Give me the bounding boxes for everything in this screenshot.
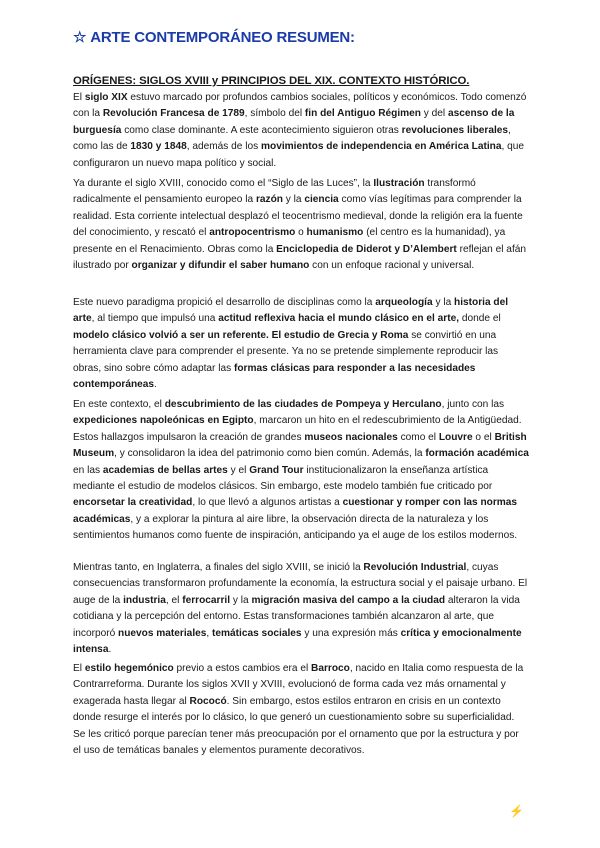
text-run: y la [230,594,252,606]
paragraph-3 [73,295,529,393]
bold-text: ascenso de la burguesía [73,108,515,136]
text-run: se convirtió en una herramienta clave para comprender el presente. Ya no se pretende simplemente reproducir las obras, sino sobre cómo adaptar las [73,329,499,374]
text-run: o el [472,431,495,443]
text-run: . [108,644,112,656]
bold-text: industria [123,594,166,606]
text-run: , junto con las [441,399,505,410]
bold-text: Revolución Industrial [363,562,467,573]
text-run: en las [73,464,103,476]
bold-text: Revolución Francesa de 1789 [102,108,245,120]
text-run: (el centro es la humanidad), ya presente en el Renacimiento. Obras como la [73,227,506,255]
text-run: , cuyas consecuencias transformaron profundamente la economía, la estructura social y el paisaje urbano. El auge de la [73,562,528,606]
bold-text: humanismo [306,227,364,239]
bold-text: Louvre [438,431,473,443]
paragraph-1 [73,90,529,172]
text-run: transformó radicalmente el pensamiento europeo la [73,178,476,206]
bold-text: razón [255,194,283,206]
bold-text: formación académica [425,448,529,460]
paragraph-5 [73,560,529,658]
bold-text: British Museum [73,431,527,460]
text-run: , que configuraron un nuevo mapa político y social. [73,141,524,169]
bold-text: crítica y emocionalmente intensa [73,627,522,656]
bold-text: temáticas sociales [212,627,302,639]
text-run: , lo que llevó a algunos artistas a [192,497,343,509]
bold-text: 1830 y 1848 [130,141,187,153]
text-run: y una expresión más [301,627,401,639]
text-run: y del [420,108,448,120]
text-run: institucionalizaron la enseñanza artística mediante el estudio de modelos clásicos. Sin embargo, este modelo también fue criticado por [73,464,493,493]
bold-text: siglo XIX [84,92,128,103]
bold-text: cuestionar y romper con las normas académicas [73,497,518,525]
bold-text: migración masiva del campo a la ciudad [251,594,446,606]
bold-text: modelo clásico volvió a ser un referente. [73,329,269,341]
bold-text: descubrimiento de las ciudades de Pompeya y Herculano [164,399,442,410]
text-run: y la [432,297,455,308]
bold-text: actitud reflexiva hacia el mundo clásico en el arte, [218,313,460,325]
bold-text: arqueología [375,297,433,308]
document-title-text: ARTE CONTEMPORÁNEO RESUMEN: [90,29,355,46]
text-run: Este nuevo paradigma propició el desarrollo de disciplinas como la [73,297,376,308]
bold-text: movimientos de independencia en América Latina [261,141,502,153]
bold-text: estilo hegemónico [84,663,174,674]
text-run: . [154,379,157,391]
bold-text: ciencia [304,194,339,206]
bold-text: museos nacionales [304,431,398,443]
text-run: Mientras tanto, en Inglaterra, a finales del siglo XVIII, se inició la [73,562,364,573]
text-run: como el [397,431,439,443]
text-run: previo a estos cambios era el [173,663,312,674]
text-run: , símbolo del [244,108,305,120]
text-run: . Sin embargo, estos estilos entraron en crisis en un contexto donde resurge el interés por lo clásico, lo que generó un cuestionamiento sobre su superficialidad. Se les criticó porque parecían tener más preocupación por el ornamento que por la estructura y por el uso de temáticas banales y elementos puramente decorativos. [73,695,519,757]
bold-text: organizar y difundir el saber humano [131,260,310,272]
text-run: , al tiempo que impulsó una [91,313,219,325]
paragraph-2 [73,176,529,274]
bold-text: formas clásicas para responder a las necesidades contemporáneas [73,362,476,391]
text-run: Ya durante el siglo XVIII, conocido como el “Siglo de las Luces”, la [73,178,374,189]
document-title [73,28,355,46]
bold-text: nuevos materiales [118,627,207,639]
text-run: , y consolidaron la idea del patrimonio como bien común. Además, la [114,448,426,460]
bold-text: Rococó [189,695,227,707]
bold-text: Barroco [311,663,350,674]
bold-text: antropocentrismo [209,227,296,239]
text-run: alteraron la vida cotidiana y la percepción del entorno. Estas transformaciones también alcanzaron al arte, que incorporó [73,594,520,639]
bold-text: revoluciones liberales [401,124,509,136]
paragraph-4 [73,397,529,545]
text-run: estuvo marcado por profundos cambios sociales, políticos y económicos. Todo comenzó con la [73,92,527,120]
text-run: , como las de [73,124,511,153]
lightning-bolt-icon: ⚡ [509,804,524,818]
text-run: , nacido en Italia como respuesta de la Contrarreforma. Durante los siglos XVII y XVIII, evolucionó de forma cada vez más ornamental y exagerada hasta llegar al [73,663,524,707]
bold-text: Grand Tour [249,464,304,476]
bold-text: expediciones napoleónicas en Egipto [73,415,254,427]
text-run: y el [227,464,250,476]
bold-text: ferrocarril [182,594,231,606]
text-run: , y a explorar la pintura al aire libre, la observación directa de la naturaleza y los sentimientos humanos como fuente de inspiración, anticipando ya el auge de los estilos modernos. [73,513,518,542]
text-run: , [206,627,213,639]
bold-text: fin del Antiguo Régimen [304,108,421,120]
text-run: En este contexto, el [73,399,165,410]
text-run: , el [165,594,183,606]
bold-text: historia del arte [73,297,509,325]
bold-text: academias de bellas artes [102,464,228,476]
bold-text: encorsetar la creatividad [73,497,193,509]
text-run: como clase dominante. A este acontecimiento siguieron otras [121,124,402,136]
text-run: El [73,663,85,674]
bold-text: El estudio de Grecia y Roma [271,329,409,341]
text-run: , además de los [186,141,262,153]
text-run: y la [282,194,305,206]
text-run: donde el [459,313,501,325]
section-heading: ORÍGENES: SIGLOS XVIII y PRINCIPIOS DEL XIX. CONTEXTO HISTÓRICO. [73,75,470,87]
text-run: con un enfoque racional y universal. [309,260,475,272]
text-run: , marcaron un hito en el redescubrimiento de la Antigüedad. Estos hallazgos impulsaron la creación de grandes [73,415,522,443]
bold-text: Ilustración [373,178,425,189]
bold-text: Enciclopedia de Diderot y D’Alembert [276,243,457,255]
text-run: como vías legítimas para comprender la realidad. Esta corriente intelectual desplazó el teocentrismo medieval, donde la religión era la fuente del conocimiento, y rescató el [73,194,523,239]
text-run: reflejan el afán ilustrado por [73,243,527,272]
text-run: El [73,92,85,103]
text-run: o [295,227,307,239]
star-icon: ☆ [73,29,87,46]
paragraph-6 [73,661,529,759]
